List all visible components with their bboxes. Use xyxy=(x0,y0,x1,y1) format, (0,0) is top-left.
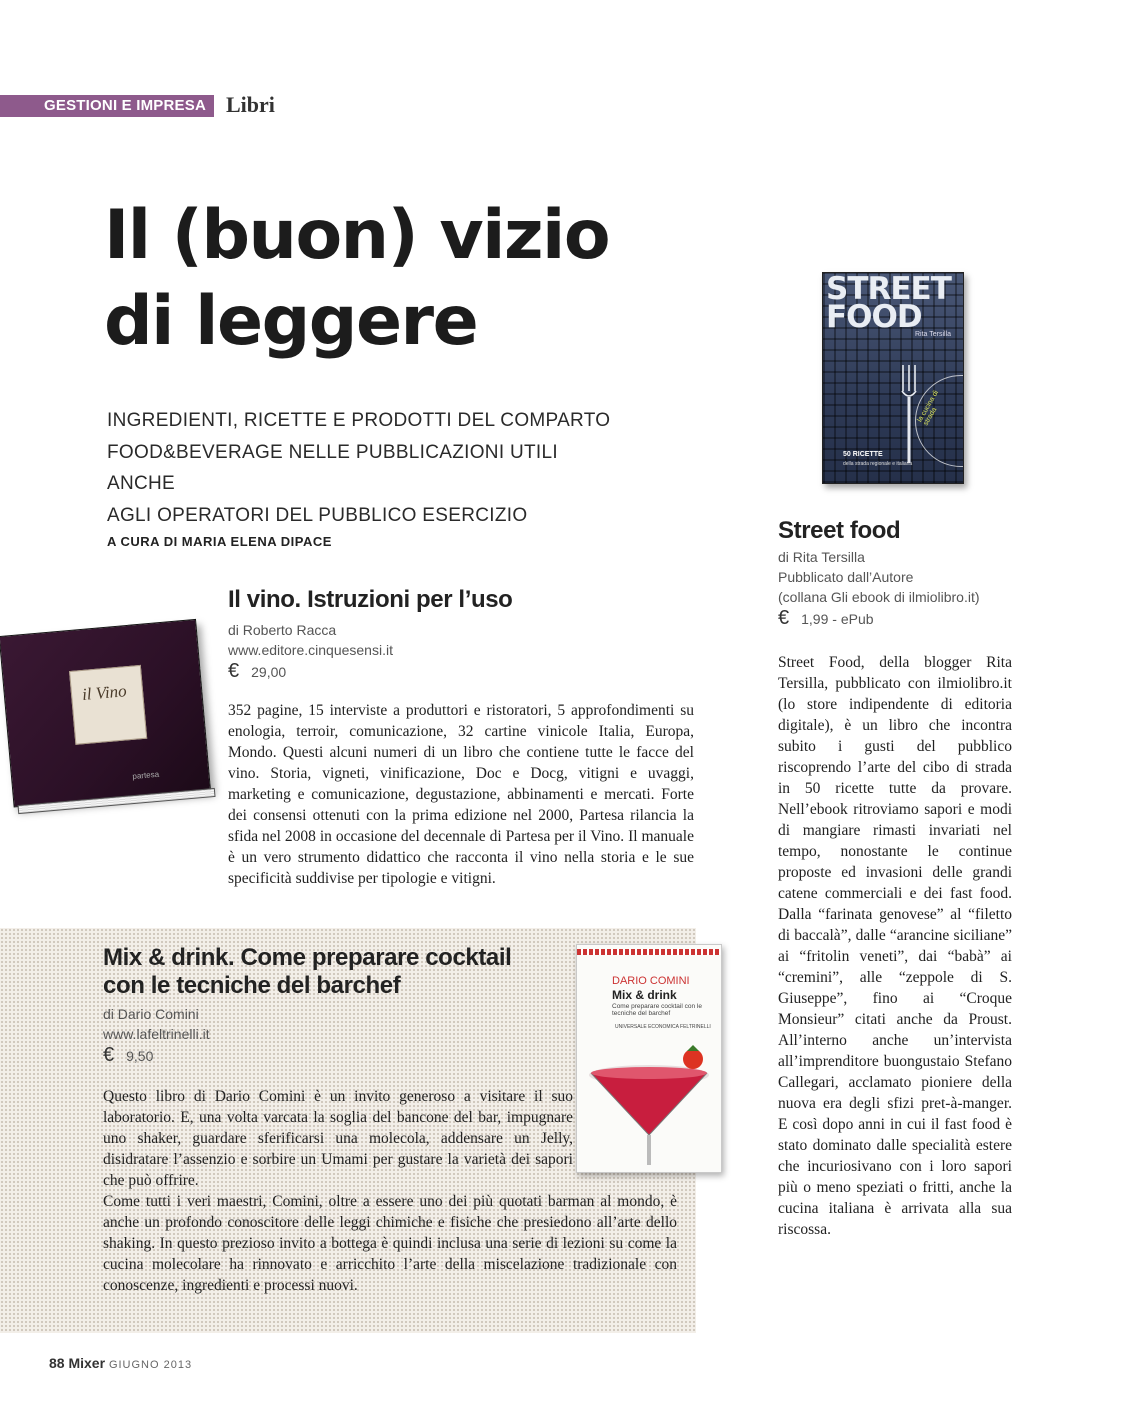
vino-cover-front xyxy=(0,619,211,808)
mix-price xyxy=(103,1044,563,1067)
title-line-1: Il (buon) vizio xyxy=(104,196,610,275)
vino-cover-logo: partesa xyxy=(132,769,160,781)
page-title xyxy=(104,193,664,365)
mix-title xyxy=(103,944,563,1000)
mix-cover-stripe xyxy=(577,949,721,955)
vino-currency: € xyxy=(228,660,240,682)
magazine-brand: Mixer xyxy=(68,1355,106,1371)
mix-cover-title: Mix & drink xyxy=(612,988,677,1002)
vino-author: di Roberto Racca xyxy=(228,622,337,638)
lead-line-3: AGLI OPERATORI DEL PUBBLICO ESERCIZIO xyxy=(107,504,528,526)
lead-text xyxy=(107,405,627,531)
mix-cover-author: DARIO COMINI xyxy=(612,975,690,987)
vino-info xyxy=(228,586,698,683)
street-food-cover-recipes: 50 RICETTE xyxy=(843,451,883,458)
mix-cover-publisher: UNIVERSALE ECONOMICA FELTRINELLI xyxy=(615,1024,711,1030)
vino-price-value: 29,00 xyxy=(251,664,287,680)
cocktail-glass-icon xyxy=(577,1035,721,1172)
street-food-collana: (collana Gli ebook di ilmiolibro.it) xyxy=(778,589,980,605)
street-food-price xyxy=(778,607,1078,630)
page-number: 88 xyxy=(49,1355,65,1371)
street-food-author: di Rita Tersilla xyxy=(778,549,865,565)
street-food-price-value: 1,99 - ePub xyxy=(801,611,874,627)
mix-price-value: 9,50 xyxy=(126,1048,154,1064)
lead-line-1: INGREDIENTI, RICETTE E PRODOTTI DEL COMPARTO xyxy=(107,410,611,431)
mix-description-part2: Come tutti i veri maestri, Comini, oltre a essere uno dei più quotati barman al mondo, è anche un profondo conoscitore delle leggi chimiche e fisiche che presiedono all’arte dello shaking. In questo prezioso invito a bottega è quindi inclusa una serie di lezioni su come la cucina molecolare ha rinnovato e arricchito l’arte della miscelazione tradizionale con conoscenze, ingredienti e processi nuovi. xyxy=(103,1193,677,1294)
street-food-publisher: Pubblicato dall’Autore xyxy=(778,569,914,585)
section-subtitle: Libri xyxy=(226,92,275,117)
mix-cover-subtitle: Come preparare cocktail con le tecniche del barchef xyxy=(612,1003,702,1017)
mix-currency: € xyxy=(103,1044,115,1066)
mix-description-part1: Questo libro di Dario Comini è un invito generoso a visitare il suo laboratorio. E, una volta varcata la soglia del bancone del bar, impugnare uno shaker, guardare sferificarsi una molecola, addensare un Jelly, disidratare l’assenzio e sorbire un Umami per gustare la varietà dei sapori che può offrire. xyxy=(103,1088,573,1189)
fork-icon xyxy=(899,365,919,465)
vino-description: 352 pagine, 15 interviste a produttori e ristoratori, 5 approfondimenti su enologia, terroir, comunicazione, 32 cartine vinicole Italia, Europa, Mondo. Questi alcuni numeri di un libro che contiene tutte le facce del vino. Storia, vigneti, vinificazione, Doc e Docg, vitigni e uvaggi, marketing e comunicazione, degustazione, abbinamenti e mercati. Forte dei consensi ottenuti con la prima edizione nel 2000, Partesa rilancia la sfida nel 2008 in occasione del decennale di Partesa per il Vino. Il manuale è un vero strumento didattico che racconta il vino nella storia e le sue specificità suddivise per tipologie e vitigni. xyxy=(228,702,694,887)
page-footer xyxy=(49,1355,192,1371)
street-food-cover-line: della strada regionale e italiana xyxy=(843,461,913,467)
vino-website[interactable]: www.editore.cinquesensi.it xyxy=(228,642,393,658)
vino-book-cover xyxy=(0,619,215,812)
vino-cover-title: il Vino xyxy=(81,681,128,705)
lead-line-2: FOOD&BEVERAGE NELLE PUBBLICAZIONI UTILI ANCHE xyxy=(107,441,558,494)
street-food-cover-author: Rita Tersilla xyxy=(915,331,952,338)
byline: A CURA DI MARIA ELENA DIPACE xyxy=(107,534,332,549)
title-line-2: di leggere xyxy=(104,282,478,361)
street-food-cover-title: STREET FOOD xyxy=(826,272,951,335)
street-food-description: Street Food, della blogger Rita Tersilla, pubblicato con ilmiolibro.it (lo store indipendente di editoria digitale), è un libro che incontra subito i gusti del pubblico riscoprendo l’arte del cibo di strada in 50 ricette tutte da provare. Nell’ebook ritroviamo sapori e modi di mangiare rimasti invariati nel tempo, nonostante le continue proposte ed invasioni delle grandi catene commerciali e dei fast food. Dalla “farinata genovese” al “filetto di baccalà”, dalle “arancine siciliane” ai “fritolin veneti”, dai “babà” ai “cremini”, alle “zeppole di S. Giuseppe”, fino ai “Croque Monsieur” citati anche da Proust. All’interno anche un’intervista all’imprenditore buongustaio Stefano Callegari, acclamato pioniere della nuova era degli sfizi pret-à-manger. E così dopo anni in cui il fast food è stato dominato dalle specialità estere che incuriosivano con i loro sapori più o meno speziati o fritti, anche la cucina italiana è arrivata alla sua riscossa. xyxy=(778,654,1012,1238)
mix-website[interactable]: www.lafeltrinelli.it xyxy=(103,1026,210,1042)
section-tag: GESTIONI E IMPRESA xyxy=(0,95,214,117)
mix-book-cover xyxy=(576,944,722,1173)
mix-title-line-2: con le tecniche del barchef xyxy=(103,972,401,999)
street-food-currency: € xyxy=(778,607,790,629)
mix-title-line-1: Mix & drink. Come preparare cocktail xyxy=(103,944,512,971)
vino-title: Il vino. Istruzioni per l’uso xyxy=(228,586,513,613)
vino-cover-label xyxy=(69,665,147,745)
street-food-info xyxy=(778,517,1078,630)
street-food-cover xyxy=(822,272,964,484)
mix-info xyxy=(103,944,563,1067)
vino-price xyxy=(228,660,698,683)
mix-author: di Dario Comini xyxy=(103,1006,199,1022)
issue-date: GIUGNO 2013 xyxy=(108,1359,193,1371)
street-food-cover-subtitle: la cucina di strada xyxy=(916,389,941,427)
street-food-title: Street food xyxy=(778,517,901,544)
